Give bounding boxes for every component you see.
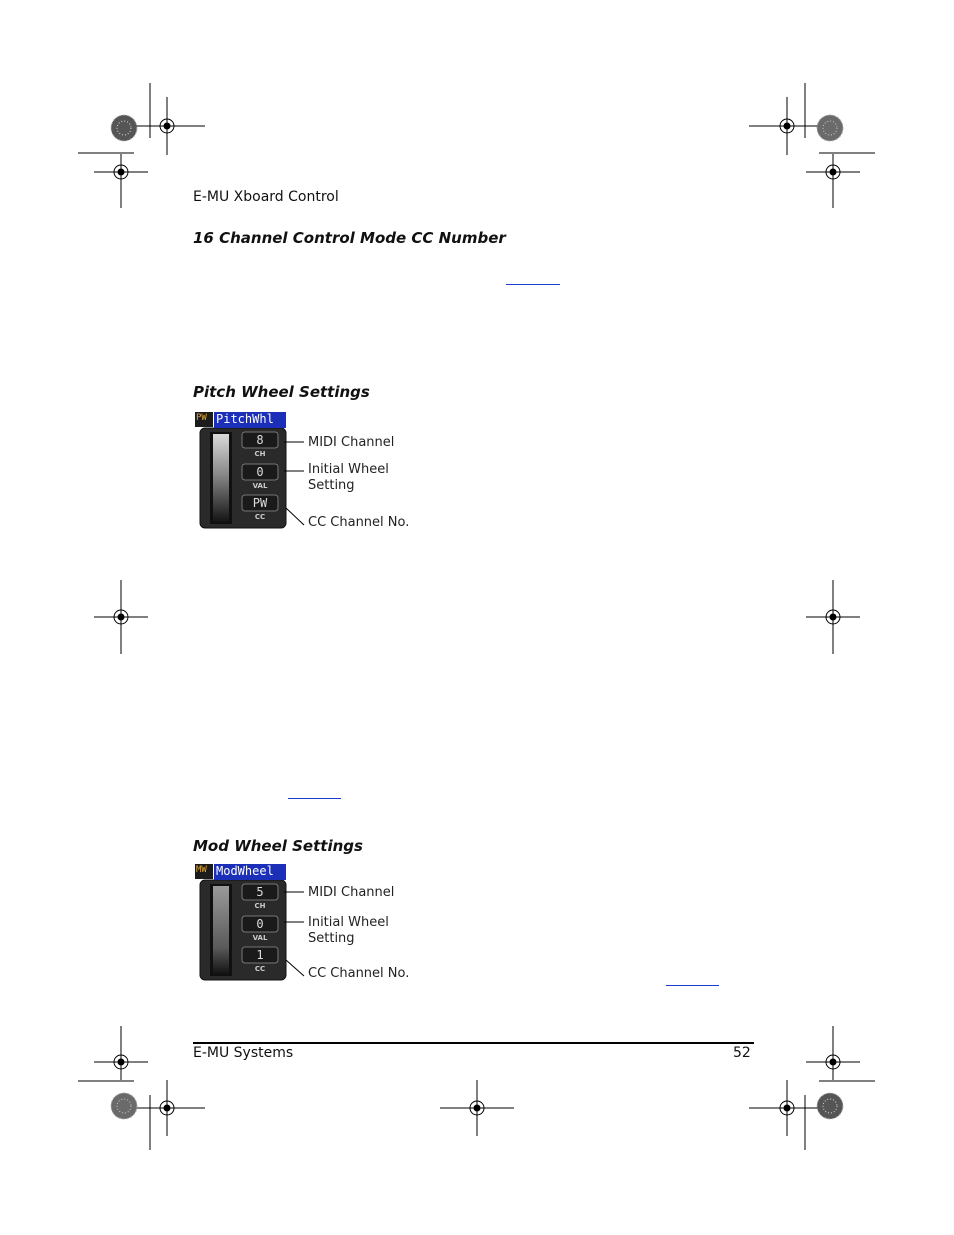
footer-company: E-MU Systems bbox=[193, 1045, 294, 1061]
crosshair-target-icon bbox=[806, 1026, 860, 1080]
crosshair-target-icon bbox=[749, 97, 824, 155]
running-header: E-MU Xboard Control bbox=[193, 189, 339, 205]
midi-channel-value[interactable]: 5 bbox=[256, 885, 264, 899]
crosshair-target-icon bbox=[130, 1080, 205, 1136]
starburst-mark-icon bbox=[111, 1093, 137, 1119]
callout-initial-wheel: Initial Wheel bbox=[308, 915, 389, 930]
midi-channel-label: CH bbox=[254, 902, 266, 910]
crosshair-target-icon bbox=[749, 1080, 824, 1136]
callout-initial-wheel-setting: Setting bbox=[308, 931, 355, 946]
section-heading-mod-wheel: Mod Wheel Settings bbox=[193, 837, 363, 855]
widget-title: ModWheel bbox=[216, 864, 274, 878]
crosshair-target-icon bbox=[806, 580, 860, 654]
cc-value[interactable]: 1 bbox=[256, 948, 264, 962]
cc-label: CC bbox=[254, 513, 266, 521]
crosshair-target-icon bbox=[94, 580, 148, 654]
initial-value[interactable]: 0 bbox=[256, 917, 264, 931]
crosshair-target-icon bbox=[94, 1026, 148, 1080]
initial-value-label: VAL bbox=[252, 934, 268, 942]
starburst-mark-icon bbox=[817, 115, 843, 141]
section-heading-pitch-wheel: Pitch Wheel Settings bbox=[193, 383, 370, 401]
callout-cc-channel: CC Channel No. bbox=[308, 515, 410, 530]
widget-tag: MW bbox=[196, 865, 207, 875]
callout-cc-channel: CC Channel No. bbox=[308, 966, 410, 981]
midi-channel-value[interactable]: 8 bbox=[256, 433, 264, 447]
callout-midi-channel: MIDI Channel bbox=[308, 885, 395, 900]
crosshair-target-icon bbox=[440, 1080, 514, 1136]
crosshair-target-icon bbox=[94, 154, 148, 208]
midi-channel-label: CH bbox=[254, 450, 266, 458]
callout-midi-channel: MIDI Channel bbox=[308, 435, 395, 450]
cc-label: CC bbox=[254, 965, 266, 973]
cc-value[interactable]: PW bbox=[252, 496, 268, 510]
callout-initial-wheel: Initial Wheel bbox=[308, 462, 389, 477]
page-number: 52 bbox=[733, 1045, 751, 1061]
widget-title: PitchWhl bbox=[216, 412, 274, 426]
crosshair-target-icon bbox=[806, 154, 860, 208]
initial-value[interactable]: 0 bbox=[256, 465, 264, 479]
initial-value-label: VAL bbox=[252, 482, 268, 490]
starburst-mark-icon bbox=[111, 115, 137, 141]
widget-tag: PW bbox=[196, 413, 207, 423]
starburst-mark-icon bbox=[817, 1093, 843, 1119]
section-heading-cc-number: 16 Channel Control Mode CC Number bbox=[193, 229, 506, 247]
crosshair-target-icon bbox=[130, 97, 205, 155]
callout-initial-wheel-setting: Setting bbox=[308, 478, 355, 493]
